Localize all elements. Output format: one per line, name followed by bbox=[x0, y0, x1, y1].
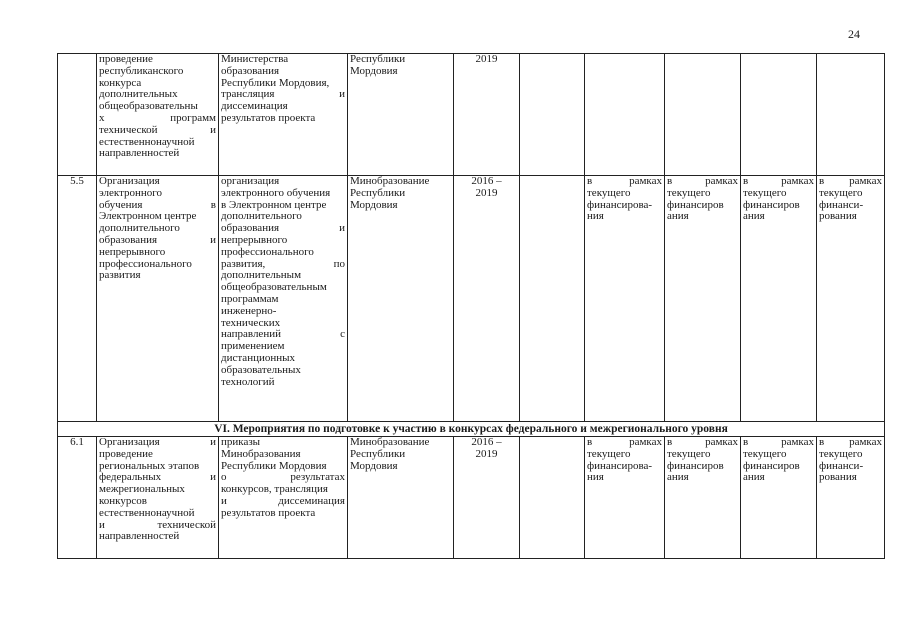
cell-line: направлений с bbox=[221, 328, 345, 341]
cell-line: Республики Мордовия bbox=[221, 459, 327, 472]
cell-line: проведение bbox=[99, 53, 153, 65]
section-row bbox=[58, 422, 885, 437]
cell-line: образования bbox=[221, 64, 280, 77]
cell-line: текущего bbox=[667, 186, 711, 199]
cell-line: Мордовия bbox=[350, 459, 398, 472]
funding-cell bbox=[817, 437, 885, 559]
plan-table bbox=[57, 53, 885, 559]
cell-line: технической и bbox=[99, 123, 216, 136]
cell-line: дополнительным bbox=[221, 269, 302, 282]
cell-line: развития, по bbox=[221, 257, 345, 270]
cell-line: рования bbox=[819, 210, 857, 223]
cell-line: направленностей bbox=[99, 530, 180, 543]
cell-line: конкурсов bbox=[99, 494, 147, 507]
cell-line: в рамках bbox=[743, 436, 814, 448]
cell-line: ания bbox=[743, 471, 765, 484]
cell-line: Организация bbox=[99, 175, 160, 187]
row-number bbox=[58, 54, 97, 176]
cell-line: общеобразовательным bbox=[221, 281, 327, 294]
source-cell bbox=[520, 437, 585, 559]
funding-cell bbox=[817, 54, 885, 176]
cell-line: Мордовия bbox=[350, 64, 398, 77]
funding-cell bbox=[585, 437, 665, 559]
cell-line: развития bbox=[99, 269, 141, 282]
cell-line: проведение bbox=[99, 447, 153, 460]
cell-line: межрегиональных bbox=[99, 483, 185, 496]
cell-line: и технической bbox=[99, 518, 216, 531]
cell-line: Республики bbox=[350, 186, 406, 199]
activity-cell bbox=[97, 54, 219, 176]
funding-cell bbox=[665, 176, 741, 422]
cell-line: 2019 bbox=[475, 447, 498, 460]
cell-line: технологий bbox=[221, 375, 275, 388]
cell-line: текущего bbox=[667, 447, 711, 460]
funding-cell bbox=[817, 176, 885, 422]
cell-line: текущего bbox=[743, 447, 787, 460]
cell-line: текущего bbox=[819, 186, 863, 199]
row-number: 5.5 bbox=[58, 176, 97, 422]
cell-line: финансиров bbox=[743, 198, 800, 211]
period-cell bbox=[454, 54, 520, 176]
cell-line: Организация и bbox=[99, 436, 216, 448]
cell-line: электронного bbox=[99, 186, 163, 199]
cell-line: ания bbox=[667, 210, 689, 223]
cell-line: текущего bbox=[587, 447, 631, 460]
cell-line: финанси- bbox=[819, 459, 864, 472]
cell-line: и диссеминация bbox=[221, 494, 345, 507]
cell-line: ния bbox=[587, 471, 604, 484]
executor-cell bbox=[348, 437, 454, 559]
cell-line: ния bbox=[587, 210, 604, 223]
cell-line: текущего bbox=[587, 186, 631, 199]
cell-line: рования bbox=[819, 471, 857, 484]
funding-cell bbox=[665, 54, 741, 176]
cell-line: республиканского bbox=[99, 64, 184, 77]
cell-line: Министерства bbox=[221, 53, 289, 65]
cell-line: ания bbox=[667, 471, 689, 484]
cell-line: о результатах bbox=[221, 471, 345, 484]
cell-line: профессионального bbox=[99, 257, 192, 270]
source-cell bbox=[520, 54, 585, 176]
funding-cell bbox=[741, 176, 817, 422]
row-number: 6.1 bbox=[58, 437, 97, 559]
cell-line: ания bbox=[743, 210, 765, 223]
cell-line: применением bbox=[221, 340, 285, 353]
cell-line: инженерно- bbox=[221, 304, 277, 317]
cell-line: финансиров bbox=[667, 198, 724, 211]
cell-line: в рамках bbox=[667, 436, 738, 448]
cell-line: Минобразование bbox=[350, 436, 430, 448]
cell-line: в рамках bbox=[819, 175, 882, 187]
cell-line: Минобразования bbox=[221, 447, 301, 460]
cell-line: в рамках bbox=[743, 175, 814, 187]
executor-cell bbox=[348, 54, 454, 176]
section-title: VI. Мероприятия по подготовке к участию в конкурсах федерального и межрегионального уровня bbox=[58, 422, 885, 437]
cell-line: Республики bbox=[350, 447, 406, 460]
cell-line: финансирова- bbox=[587, 459, 653, 472]
cell-line: дополнительного bbox=[221, 210, 302, 223]
funding-cell bbox=[741, 437, 817, 559]
cell-line: в рамках bbox=[587, 436, 662, 448]
cell-line: естественнонаучной bbox=[99, 506, 195, 519]
cell-line: результатов проекта bbox=[221, 111, 316, 124]
cell-line: Республики bbox=[350, 53, 406, 65]
cell-line: 2019 bbox=[475, 186, 498, 199]
cell-line: 2019 bbox=[475, 53, 498, 65]
result-cell bbox=[219, 54, 348, 176]
cell-line: дополнительного bbox=[99, 222, 180, 235]
cell-line: региональных этапов bbox=[99, 459, 200, 472]
cell-line: федеральных и bbox=[99, 471, 216, 484]
cell-line: образования и bbox=[221, 222, 345, 235]
activity-cell bbox=[97, 437, 219, 559]
funding-cell bbox=[741, 54, 817, 176]
cell-line: в рамках bbox=[667, 175, 738, 187]
funding-cell bbox=[585, 176, 665, 422]
executor-cell bbox=[348, 176, 454, 422]
cell-line: обучения в bbox=[99, 198, 216, 211]
cell-line: непрерывного bbox=[221, 233, 288, 246]
cell-line: дополнительных bbox=[99, 88, 178, 101]
activity-cell bbox=[97, 176, 219, 422]
cell-line: финанси- bbox=[819, 198, 864, 211]
table-row bbox=[58, 437, 885, 559]
cell-line: х программ bbox=[99, 111, 216, 124]
cell-line: непрерывного bbox=[99, 245, 166, 258]
cell-line: приказы bbox=[221, 436, 261, 448]
cell-line: Мордовия bbox=[350, 198, 398, 211]
cell-line: в рамках bbox=[587, 175, 662, 187]
cell-line: текущего bbox=[819, 447, 863, 460]
cell-line: текущего bbox=[743, 186, 787, 199]
cell-line: технических bbox=[221, 316, 281, 329]
cell-line: программам bbox=[221, 292, 279, 305]
cell-line: Минобразование bbox=[350, 175, 430, 187]
page-number: 24 bbox=[848, 27, 860, 41]
cell-line: Электронном центре bbox=[99, 210, 197, 223]
cell-line: в Электронном центре bbox=[221, 198, 327, 211]
result-cell bbox=[219, 176, 348, 422]
cell-line: трансляция и bbox=[221, 88, 345, 101]
cell-line: Республики Мордовия, bbox=[221, 76, 330, 89]
cell-line: образовательных bbox=[221, 363, 301, 376]
cell-line: 2016 – bbox=[471, 175, 502, 187]
cell-line: электронного обучения bbox=[221, 186, 331, 199]
table-row bbox=[58, 54, 885, 176]
cell-line: профессионального bbox=[221, 245, 314, 258]
cell-line: результатов проекта bbox=[221, 506, 316, 519]
cell-line: в рамках bbox=[819, 436, 882, 448]
cell-line: естественнонаучной bbox=[99, 135, 195, 148]
cell-line: финансирова- bbox=[587, 198, 653, 211]
cell-line: финансиров bbox=[743, 459, 800, 472]
funding-cell bbox=[585, 54, 665, 176]
cell-line: 2016 – bbox=[471, 436, 502, 448]
cell-line: конкурса bbox=[99, 76, 142, 89]
period-cell bbox=[454, 437, 520, 559]
source-cell bbox=[520, 176, 585, 422]
cell-line: дистанционных bbox=[221, 351, 296, 364]
cell-line: образования и bbox=[99, 233, 216, 246]
cell-line: диссеминация bbox=[221, 100, 288, 113]
cell-line: конкурсов, трансляция bbox=[221, 483, 328, 496]
funding-cell bbox=[665, 437, 741, 559]
cell-line: финансиров bbox=[667, 459, 724, 472]
table-row bbox=[58, 176, 885, 422]
period-cell bbox=[454, 176, 520, 422]
cell-line: направленностей bbox=[99, 147, 180, 160]
result-cell bbox=[219, 437, 348, 559]
cell-line: организация bbox=[221, 175, 280, 187]
cell-line: общеобразовательны bbox=[99, 100, 198, 113]
